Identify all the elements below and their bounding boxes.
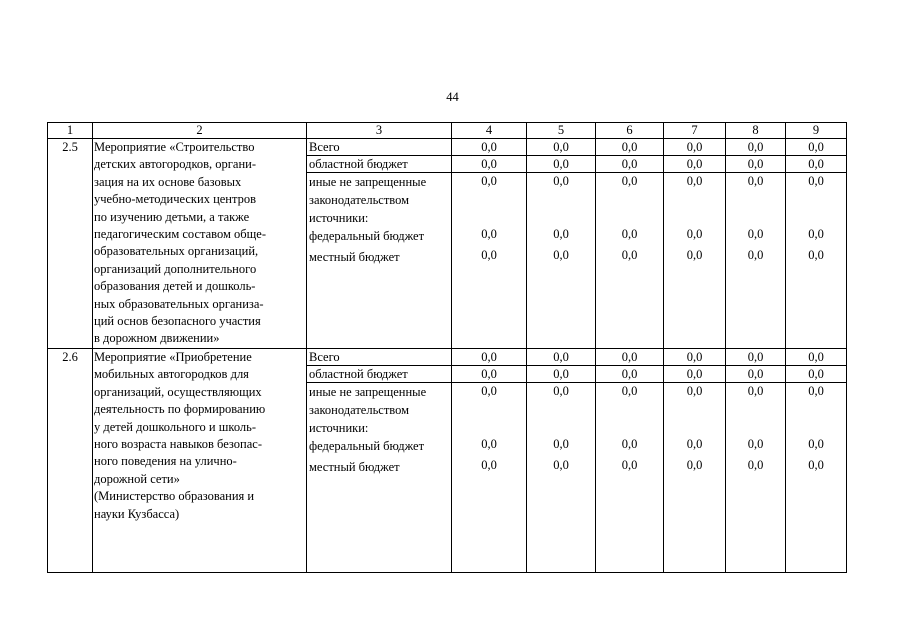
value-cell: 0,0 — [596, 348, 664, 365]
value-cell: 0,0 — [527, 365, 596, 382]
value-cell: 0,0 — [786, 139, 847, 156]
value-cell: 0,0 — [527, 348, 596, 365]
value-cell: 0,0 — [452, 348, 527, 365]
value-cell: 0,0 — [664, 156, 726, 173]
other-value: 0,0 — [747, 174, 764, 189]
other-sources-line: иные не запрещенные — [309, 384, 427, 399]
value-cell: 0,0 — [596, 139, 664, 156]
local-value: 0,0 — [747, 248, 764, 263]
column-header: 4 — [452, 123, 527, 139]
description-line: ного возраста навыков безопас- — [94, 436, 262, 451]
value-cell: 0,0 — [596, 365, 664, 382]
federal-value: 0,0 — [621, 227, 638, 242]
column-header: 1 — [48, 123, 93, 139]
local-value: 0,0 — [686, 248, 703, 263]
column-header: 6 — [596, 123, 664, 139]
value-cell: 0,0 — [786, 365, 847, 382]
other-value: 0,0 — [808, 383, 824, 398]
value-cell: 0,0 — [664, 365, 726, 382]
federal-value: 0,0 — [481, 436, 497, 451]
description-line: ций основ безопасного участия — [94, 314, 261, 329]
description-line: в дорожном движении» — [94, 331, 220, 346]
local-value: 0,0 — [553, 457, 569, 472]
description-line: дорожной сети» — [94, 471, 180, 486]
other-value: 0,0 — [686, 174, 703, 189]
description-line: по изучению детьми, а также — [94, 209, 250, 224]
other-sources-line: источники: — [309, 420, 369, 435]
local-value: 0,0 — [747, 457, 764, 472]
description-line: мобильных автогородков для — [94, 367, 249, 382]
value-cell — [596, 173, 664, 349]
funding-table — [47, 122, 847, 573]
value-cell — [527, 173, 596, 349]
description-line: учебно-методических центров — [94, 192, 257, 207]
description-line: науки Кузбасса) — [94, 506, 180, 521]
federal-value: 0,0 — [553, 436, 569, 451]
local-value: 0,0 — [481, 457, 497, 472]
column-number-row — [48, 123, 847, 139]
local-value: 0,0 — [621, 457, 638, 472]
value-cell: 0,0 — [452, 139, 527, 156]
description-line: детских автогородков, органи- — [94, 157, 257, 172]
value-cell: 0,0 — [452, 156, 527, 173]
value-cell: 0,0 — [664, 139, 726, 156]
value-cell: 0,0 — [527, 156, 596, 173]
other-value: 0,0 — [808, 174, 824, 189]
other-value: 0,0 — [686, 383, 703, 398]
description-line: деятельность по формированию — [94, 402, 266, 417]
federal-value: 0,0 — [747, 227, 764, 242]
description-line: зация на их основе базовых — [94, 174, 242, 189]
other-sources-line: иные не запрещенные — [309, 175, 427, 190]
value-cell: 0,0 — [726, 365, 786, 382]
row-number: 2.5 — [48, 139, 93, 349]
description-line: (Министерство образования и — [94, 489, 255, 504]
value-cell: 0,0 — [726, 348, 786, 365]
source-local-budget: местный бюджет — [309, 250, 400, 265]
federal-value: 0,0 — [747, 436, 764, 451]
federal-value: 0,0 — [621, 436, 638, 451]
measure-description — [93, 139, 307, 349]
other-sources-line: законодательством — [309, 193, 410, 208]
description-line: организаций, осуществляющих — [94, 384, 262, 399]
federal-value: 0,0 — [553, 227, 569, 242]
other-value: 0,0 — [621, 174, 638, 189]
federal-value: 0,0 — [481, 227, 497, 242]
value-cell — [786, 382, 847, 572]
federal-value: 0,0 — [808, 227, 824, 242]
value-cell — [664, 382, 726, 572]
source-total: Всего — [307, 139, 452, 156]
federal-value: 0,0 — [686, 436, 703, 451]
other-value: 0,0 — [553, 383, 569, 398]
value-cell — [786, 173, 847, 349]
value-cell: 0,0 — [786, 348, 847, 365]
other-value: 0,0 — [553, 174, 569, 189]
source-federal-budget: федеральный бюджет — [309, 438, 425, 453]
value-cell — [596, 382, 664, 572]
other-value: 0,0 — [621, 383, 638, 398]
value-cell — [452, 382, 527, 572]
local-value: 0,0 — [621, 248, 638, 263]
table-row — [48, 139, 847, 156]
description-line: у детей дошкольного и школь- — [94, 419, 256, 434]
measure-description — [93, 348, 307, 572]
other-sources-line: источники: — [309, 211, 369, 226]
description-line: образовательных организаций, — [94, 244, 259, 259]
description-line: Мероприятие «Строительство — [94, 140, 255, 154]
row-number: 2.6 — [48, 348, 93, 572]
local-value: 0,0 — [808, 457, 824, 472]
description-line: педагогическим составом обще- — [94, 227, 266, 242]
local-value: 0,0 — [686, 457, 703, 472]
description-line: организаций дополнительного — [94, 261, 257, 276]
column-header: 2 — [93, 123, 307, 139]
page-number: 44 — [446, 90, 459, 104]
value-cell — [664, 173, 726, 349]
source-total: Всего — [307, 348, 452, 365]
description-line: Мероприятие «Приобретение — [94, 349, 252, 364]
other-sources-line: законодательством — [309, 402, 410, 417]
federal-value: 0,0 — [686, 227, 703, 242]
source-other — [307, 173, 452, 349]
column-header: 5 — [527, 123, 596, 139]
value-cell: 0,0 — [726, 156, 786, 173]
column-header: 7 — [664, 123, 726, 139]
local-value: 0,0 — [481, 248, 497, 263]
value-cell — [726, 382, 786, 572]
other-value: 0,0 — [747, 383, 764, 398]
description-line: ных образовательных организа- — [94, 296, 264, 311]
value-cell: 0,0 — [786, 156, 847, 173]
local-value: 0,0 — [808, 248, 824, 263]
table-row — [48, 348, 847, 365]
value-cell — [726, 173, 786, 349]
column-header: 3 — [307, 123, 452, 139]
other-value: 0,0 — [481, 174, 497, 189]
local-value: 0,0 — [553, 248, 569, 263]
description-line: ного поведения на улично- — [94, 454, 237, 469]
other-value: 0,0 — [481, 383, 497, 398]
column-header: 9 — [786, 123, 847, 139]
source-local-budget: местный бюджет — [309, 459, 400, 474]
value-cell — [527, 382, 596, 572]
source-regional-budget: областной бюджет — [307, 365, 452, 382]
value-cell: 0,0 — [596, 156, 664, 173]
source-federal-budget: федеральный бюджет — [309, 229, 425, 244]
value-cell — [452, 173, 527, 349]
federal-value: 0,0 — [808, 436, 824, 451]
value-cell: 0,0 — [452, 365, 527, 382]
value-cell: 0,0 — [527, 139, 596, 156]
source-other — [307, 382, 452, 572]
description-line: образования детей и дошколь- — [94, 279, 256, 294]
value-cell: 0,0 — [664, 348, 726, 365]
source-regional-budget: областной бюджет — [307, 156, 452, 173]
column-header: 8 — [726, 123, 786, 139]
value-cell: 0,0 — [726, 139, 786, 156]
